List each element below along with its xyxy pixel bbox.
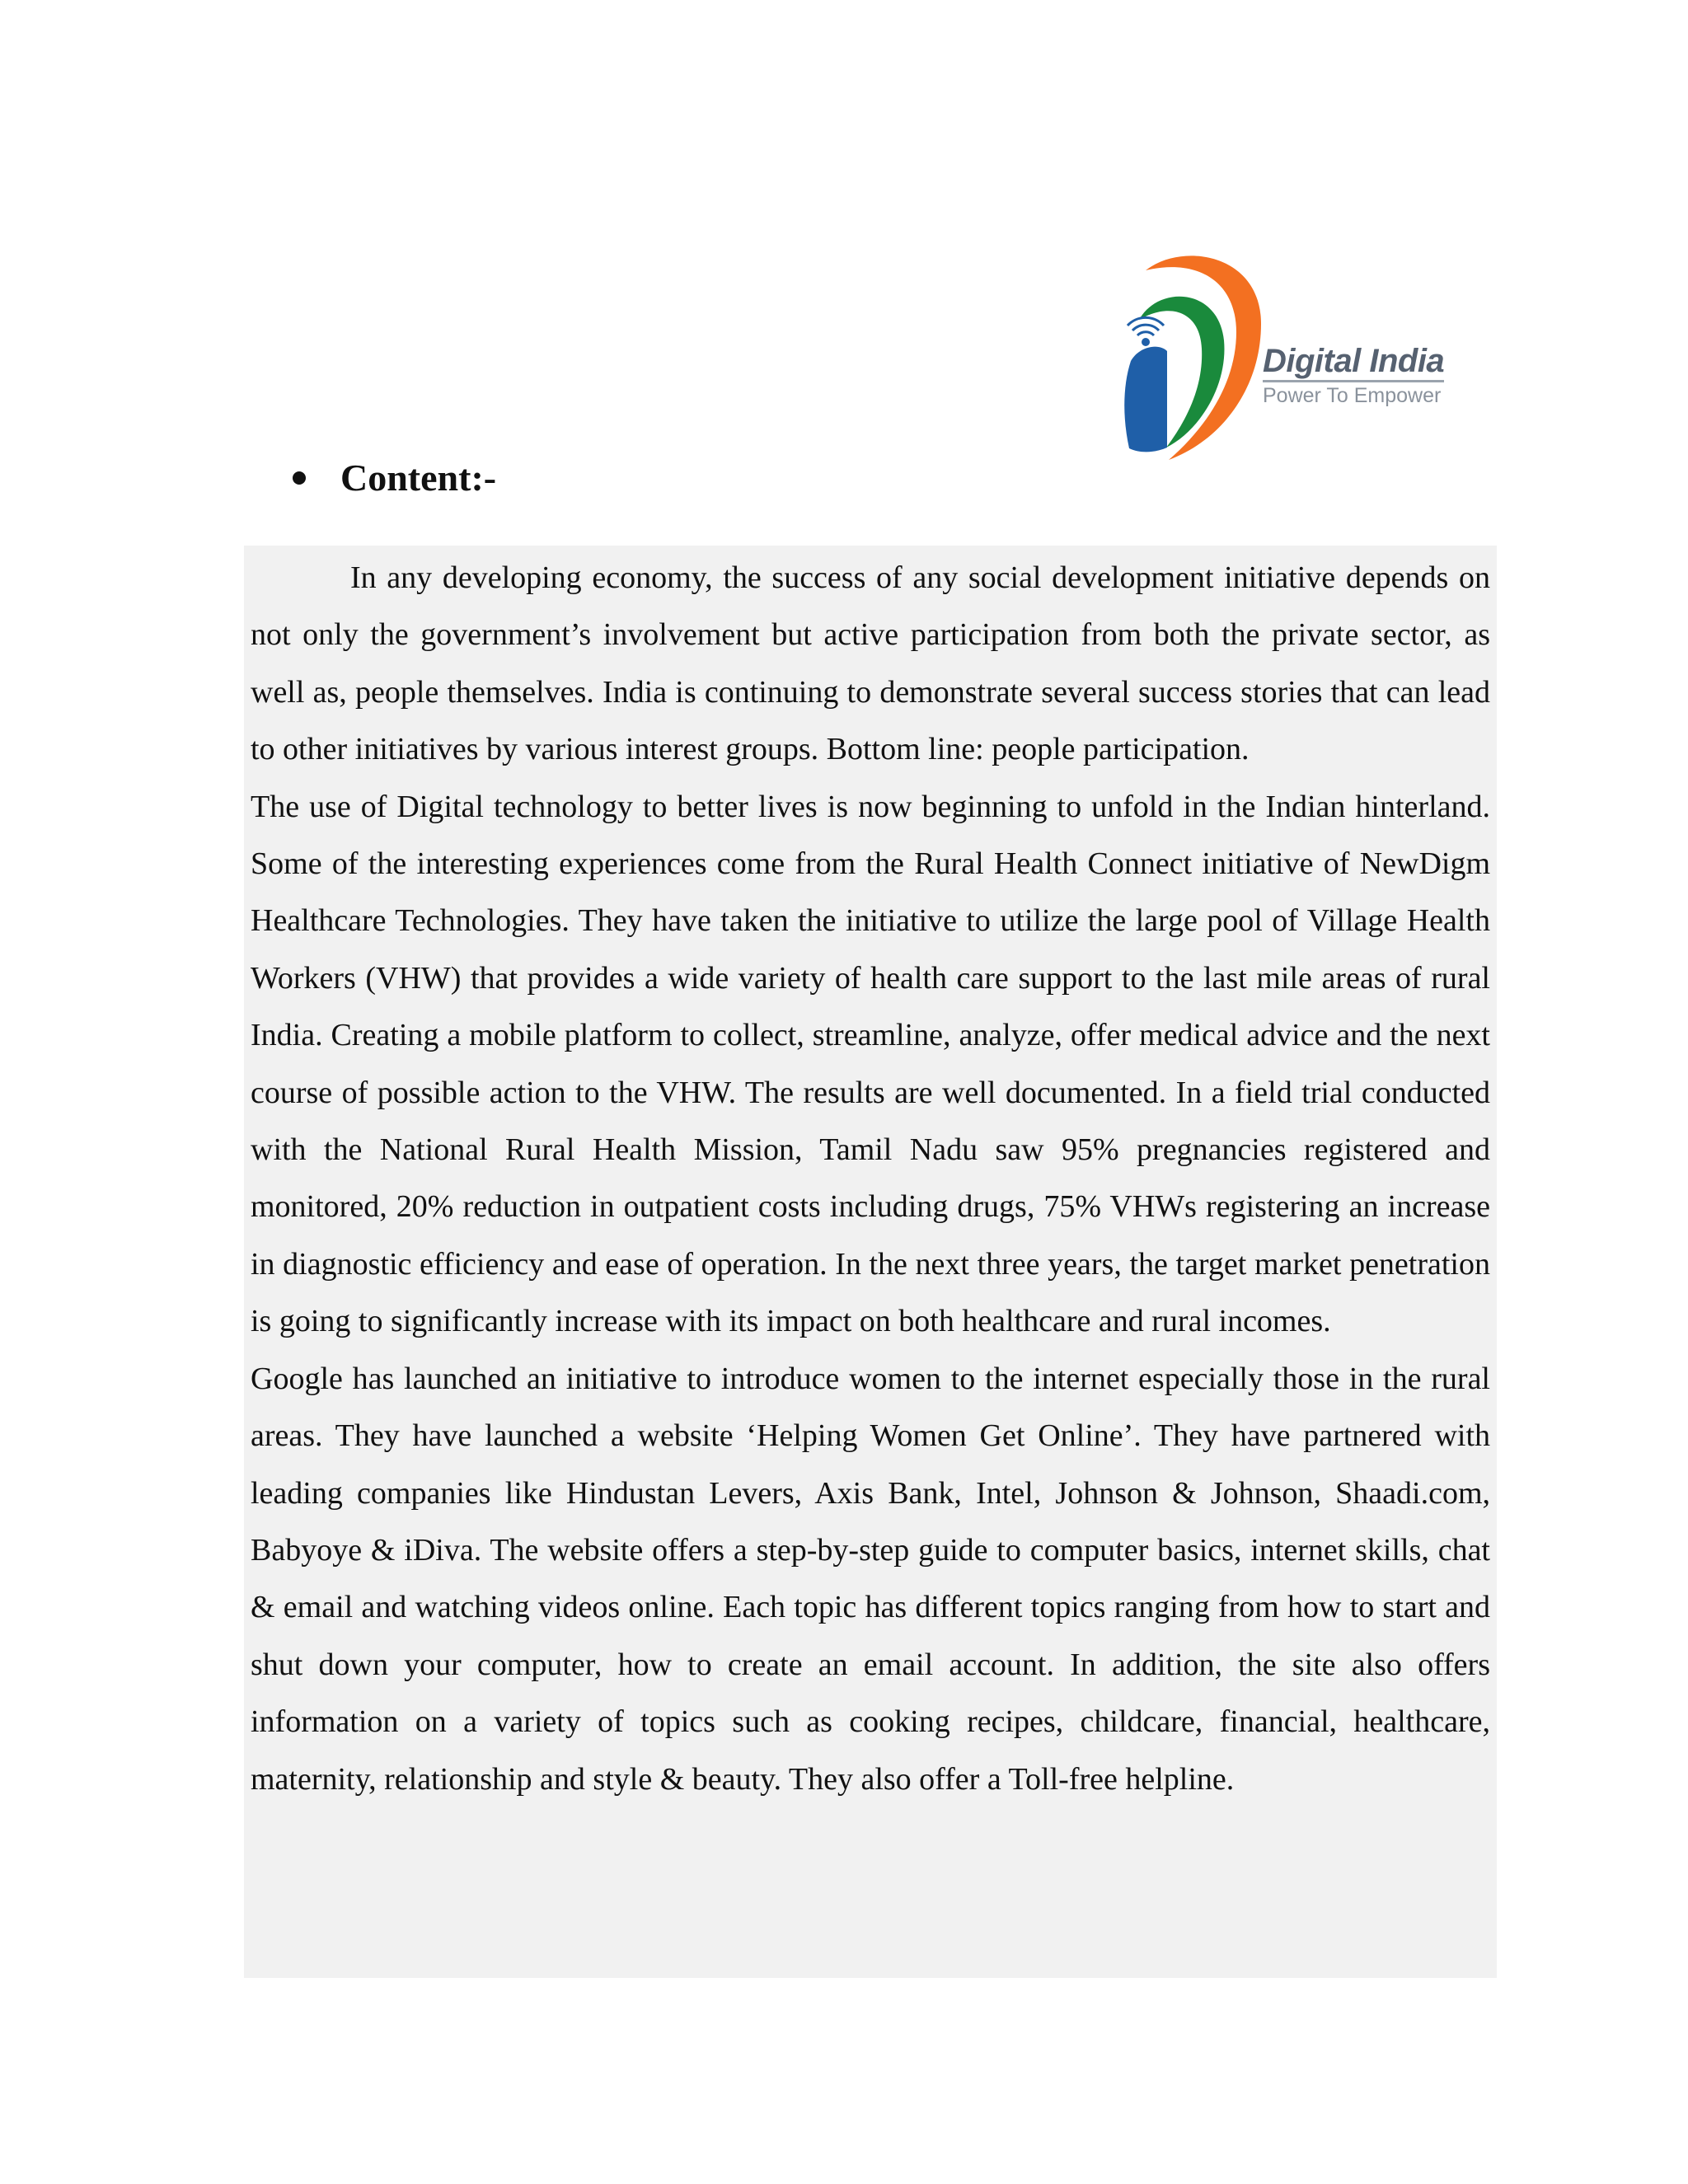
content-block [244,546,1497,1978]
logo-title: Digital India [1263,343,1444,382]
logo-text [1263,343,1444,408]
paragraph-1: In any developing economy, the success of any social development initiative depends on not only the government’s involvement but active participation from both the private sector, as well as, people themselves. India is continuing to demonstrate several success stories that can lead to other initiatives by various interest groups. Bottom line: people participation. [251,560,1490,767]
paragraph-3: Google has launched an initiative to introduce women to the internet especially those in the rural areas. They have launched a website ‘Helping Women Get Online’. They have partnered with leading companies like Hindustan Levers, Axis Bank, Intel, Johnson & Johnson, Shaadi.com, Babyoye & iDiva. The website offers a step-by-step guide to computer basics, internet skills, chat & email and watching videos online. Each topic has different topics ranging from how to start and shut down your computer, how to create an email account. In addition, the site also offers information on a variety of topics such as cooking recipes, childcare, financial, healthcare, maternity, relationship and style & beauty. They also offer a Toll-free helpline. [251,1361,1490,1797]
digital-india-logo [1121,246,1445,468]
section-heading [293,452,496,504]
logo-tagline: Power To Empower [1263,384,1442,407]
digital-india-emblem-icon [1121,246,1269,468]
bullet-icon [293,471,306,485]
section-heading-label: Content:- [340,457,497,499]
paragraph-2: The use of Digital technology to better lives is now beginning to unfold in the Indian hinterland. Some of the interesting experiences come from the Rural Health Connect initiative of NewDigm Healthcare Technologies. They have taken the initiative to utilize the large pool of Village Health Workers (VHW) that provides a wide variety of health care support to the last mile areas of rural India. Creating a mobile platform to collect, streamline, analyze, offer medical advice and the next course of possible action to the VHW. The results are well documented. In a field trial conducted with the National Rural Health Mission, Tamil Nadu saw 95% pregnancies registered and monitored, 20% reduction in outpatient costs including drugs, 75% VHWs registering an increase in diagnostic efficiency and ease of operation. In the next three years, the target market penetration is going to significantly increase with its impact on both healthcare and rural incomes. [251,789,1490,1339]
